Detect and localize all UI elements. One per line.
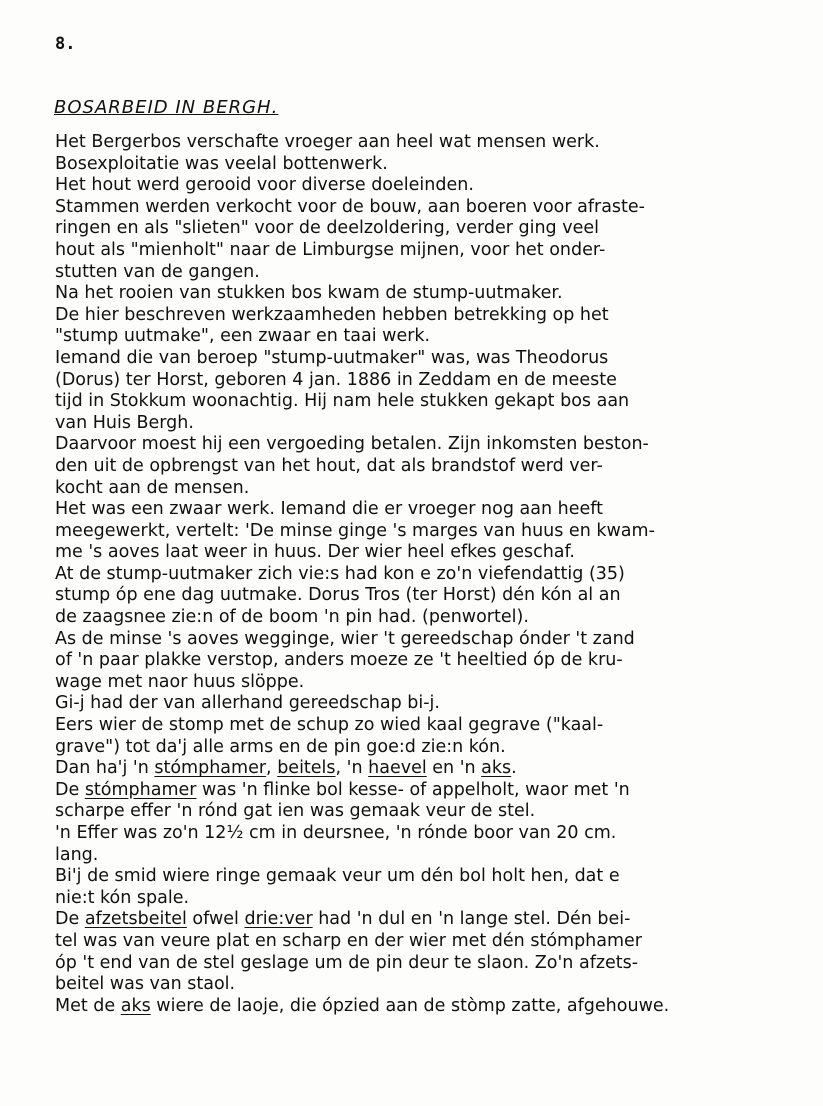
text-segment: nie:t kón spale. <box>55 887 190 908</box>
underlined-term: haevel <box>368 758 427 779</box>
text-line <box>55 564 805 586</box>
text-line <box>55 758 805 780</box>
text-line <box>55 931 805 953</box>
text-line <box>55 650 805 672</box>
text-line <box>55 866 805 888</box>
text-line <box>55 629 805 651</box>
text-segment: Het Bergerbos verschafte vroeger aan heel wat mensen werk. <box>55 132 600 152</box>
text-line <box>55 996 805 1018</box>
text-segment: Eers wier de stomp met de schup zo wied kaal gegrave ("kaal- <box>55 715 604 736</box>
text-segment: grave") tot da'j alle arms en de pin goe:d zie:n kón. <box>55 736 506 757</box>
text-segment: Bosexploitatie was veelal bottenwerk. <box>55 153 388 174</box>
text-line <box>55 672 805 694</box>
text-line <box>55 585 805 607</box>
article-body <box>55 132 805 1017</box>
text-segment: kocht aan de mensen. <box>55 477 250 498</box>
text-line <box>55 154 805 176</box>
underlined-term: afzetsbeitel <box>84 909 187 930</box>
underlined-term: aks <box>481 758 512 779</box>
text-segment: ofwel <box>186 909 245 930</box>
text-line <box>55 456 805 478</box>
text-segment: beitel was van staol. <box>55 974 236 995</box>
text-segment: Het was een zwaar werk. Iemand die er vroeger nog aan heeft <box>55 499 603 520</box>
text-line <box>55 262 805 284</box>
text-segment: De <box>55 779 85 800</box>
text-segment: lang. <box>55 844 99 865</box>
underlined-term: aks <box>120 995 151 1016</box>
text-segment: Stammen werden verkocht voor de bouw, aan boeren voor afraste- <box>55 196 645 217</box>
text-segment: tijd in Stokkum woonachtig. Hij nam hele stukken gekapt bos aan <box>55 391 630 412</box>
text-line <box>55 478 805 500</box>
text-line <box>55 521 805 543</box>
text-line <box>55 370 805 392</box>
underlined-term: stómphamer <box>154 758 267 779</box>
text-line <box>55 823 805 845</box>
text-segment: De <box>55 909 85 930</box>
text-segment: , <box>266 758 278 779</box>
underlined-term: stómphamer <box>84 779 197 800</box>
text-segment: was 'n flinke bol kesse- of appelholt, waor met 'n <box>196 779 630 800</box>
text-segment: , 'n <box>335 758 369 779</box>
text-line <box>55 348 805 370</box>
text-segment: me 's aoves laat weer in huus. Der wier heel efkes geschaf. <box>55 542 575 563</box>
text-segment: had 'n dul en 'n lange stel. Dén bei- <box>312 909 631 930</box>
text-segment: den uit de opbrengst van het hout, dat als brandstof werd ver- <box>55 455 603 476</box>
text-line <box>55 780 805 802</box>
text-segment: Na het rooien van stukken bos kwam de stump-uutmaker. <box>55 283 563 304</box>
text-segment: Daarvoor moest hij een vergoeding betalen. Zijn inkomsten beston- <box>55 434 649 455</box>
text-segment: hout als "mienholt" naar de Limburgse mijnen, voor het onder- <box>55 239 606 260</box>
text-line <box>55 132 805 154</box>
text-line <box>55 175 805 197</box>
page-title: BOSARBEID IN BERGH. <box>54 97 279 118</box>
text-segment: Met de <box>55 995 121 1016</box>
text-segment: As de minse 's aoves wegginge, wier 't gereedschap ónder 't zand <box>55 628 635 649</box>
text-segment: 'n Effer was zo'n 12½ cm in deursnee, 'n rónde boor van 20 cm. <box>55 823 617 843</box>
text-line <box>55 715 805 737</box>
text-segment: Bi'j de smid wiere ringe gemaak veur um dén bol holt hen, dat e <box>55 866 620 887</box>
text-segment: Iemand die van beroep "stump-uutmaker" was, was Theodorus <box>55 347 609 368</box>
text-line <box>55 283 805 305</box>
text-line <box>55 240 805 262</box>
text-segment: stump óp ene dag uutmake. Dorus Tros (ter Horst) dén kón al an <box>55 585 621 606</box>
text-segment: "stump uutmake", een zwaar en taai werk. <box>55 326 431 347</box>
text-line <box>55 542 805 564</box>
text-segment: ringen en als "slieten" voor de deelzoldering, verder ging veel <box>55 218 599 239</box>
text-line <box>55 197 805 219</box>
text-line <box>55 326 805 348</box>
text-segment: de zaagsnee zie:n of de boom 'n pin had. (penwortel). <box>55 607 529 628</box>
text-segment: óp 't end van de stel geslage um de pin deur te slaon. Zo'n afzets- <box>55 952 639 973</box>
text-segment: (Dorus) ter Horst, geboren 4 jan. 1886 in Zeddam en de meeste <box>55 369 617 390</box>
text-line <box>55 305 805 327</box>
text-line <box>55 845 805 867</box>
page-number: 8. <box>55 34 76 54</box>
text-line <box>55 499 805 521</box>
text-segment: of 'n paar plakke verstop, anders moeze ze 't heeltied óp de kru- <box>55 650 623 671</box>
text-segment: tel was van veure plat en scharp en der wier met dén stómphamer <box>55 930 643 951</box>
text-line <box>55 218 805 240</box>
text-segment: en 'n <box>426 758 482 779</box>
text-line <box>55 801 805 823</box>
text-segment: At de stump-uutmaker zich vie:s had kon e zo'n viefendattig (35) <box>55 563 625 584</box>
text-line <box>55 974 805 996</box>
text-line <box>55 953 805 975</box>
text-line <box>55 434 805 456</box>
text-segment: Gi-j had der van allerhand gereedschap bi-j. <box>55 693 440 714</box>
underlined-term: beitels <box>277 758 336 779</box>
text-line <box>55 737 805 759</box>
text-segment: De hier beschreven werkzaamheden hebben betrekking op het <box>55 304 609 325</box>
text-segment: scharpe effer 'n rónd gat ien was gemaak veur de stel. <box>55 801 536 822</box>
text-segment: Dan ha'j 'n <box>55 758 155 779</box>
text-segment: wage met naor huus slöppe. <box>55 671 305 692</box>
text-segment: wiere de laoje, die ópzied aan de stòmp zatte, afgehouwe. <box>150 995 670 1016</box>
text-line <box>55 909 805 931</box>
text-line <box>55 607 805 629</box>
underlined-term: drie:ver <box>244 909 313 930</box>
text-segment: Het hout werd gerooid voor diverse doeleinden. <box>55 175 474 196</box>
text-segment: van Huis Bergh. <box>55 412 194 433</box>
text-line <box>55 391 805 413</box>
text-segment: stutten van de gangen. <box>55 261 260 282</box>
text-line <box>55 693 805 715</box>
text-line <box>55 888 805 910</box>
text-line <box>55 413 805 435</box>
text-segment: meegewerkt, vertelt: 'De minse ginge 's marges van huus en kwam- <box>55 520 655 541</box>
text-segment: . <box>511 758 517 779</box>
